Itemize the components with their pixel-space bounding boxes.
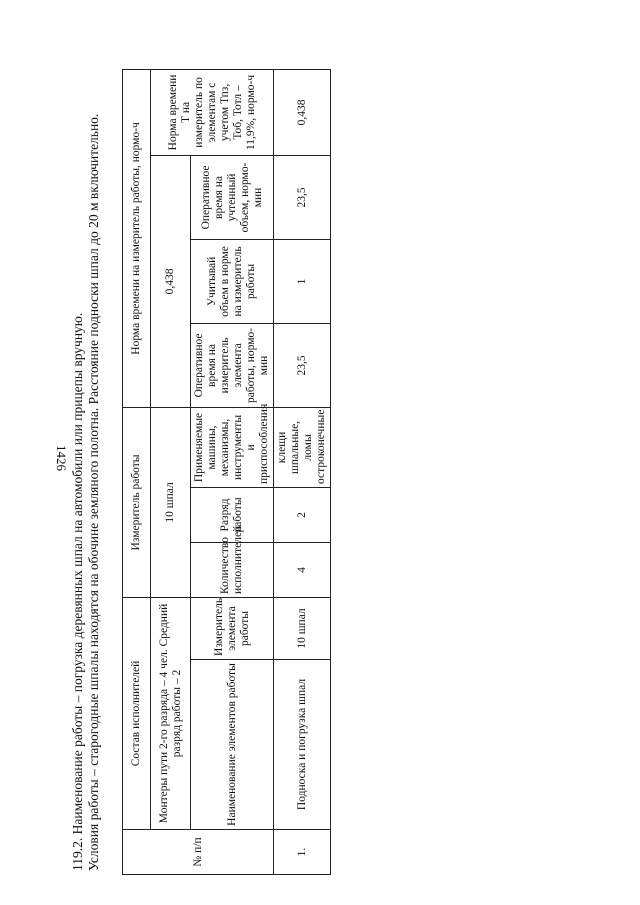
row-name: Подноска и погрузка шпал [274,660,331,830]
table-row [274,69,331,874]
header-element-measure: Измеритель элемента работы [191,597,274,659]
work-title: 119.2. Наименование работы – погрузка деревянных шпал на автомобили или прицепы вручную. [70,312,85,871]
row-grade: 2 [274,487,331,542]
row-count-per-norm: 1 [274,239,331,323]
header-row-3 [191,69,274,874]
header-crew: Состав исполнителей [123,597,151,829]
header-tools: Применяемые машины, механизмы, инструменты и приспособления [191,407,274,487]
heading-block [70,31,102,871]
norm-table [122,69,331,875]
header-row-1 [123,69,151,874]
rotated-content [70,30,615,875]
row-element-measure: 10 шпал [274,597,331,659]
work-conditions: Условия работы – старогодные шпалы находятся на обочине земляного полотна. Расстояние подноски шпал до 20 м включительно. [86,113,101,871]
header-grade: Разряд работы [191,487,274,542]
measure-work-value: 10 шпал [151,407,191,597]
norm-value: 0,438 [151,155,191,407]
header-op-time-elem: Оперативное время на измеритель элемента работы, нормо-мин [191,323,274,407]
row-num: 1. [274,830,331,875]
header-norm-time-t: Норма времени Т на измеритель по элементам с учетом Тпз, Тоб, Тотл – 11,9%, нормо-ч [151,69,274,155]
header-measure-work: Измеритель работы [123,407,151,597]
row-op-time-elem: 23,5 [274,323,331,407]
header-row-2 [151,69,191,874]
row-norm-time-t: 0,438 [274,69,331,155]
header-count-per-norm: Учитывай объем в норме на измеритель работы [191,239,274,323]
header-executors: Количество исполнителей [191,542,274,597]
row-op-time-total: 23,5 [274,155,331,239]
header-norm: Норма времени на измеритель работы, нормо-ч [123,69,151,407]
page-number: 1426 [54,445,69,471]
row-executors: 4 [274,542,331,597]
header-num: № п/п [123,830,274,875]
header-element-name: Наименование элементов работы [191,660,274,830]
crew-value: Монтеры пути 2-го разряда – 4 чел. Средний разряд работы – 2 [151,597,191,829]
header-op-time-total: Оперативное время на учтенный объем, нормо-мин [191,155,274,239]
row-tools: клещи шпальные, ломы остроконечные [274,407,331,487]
